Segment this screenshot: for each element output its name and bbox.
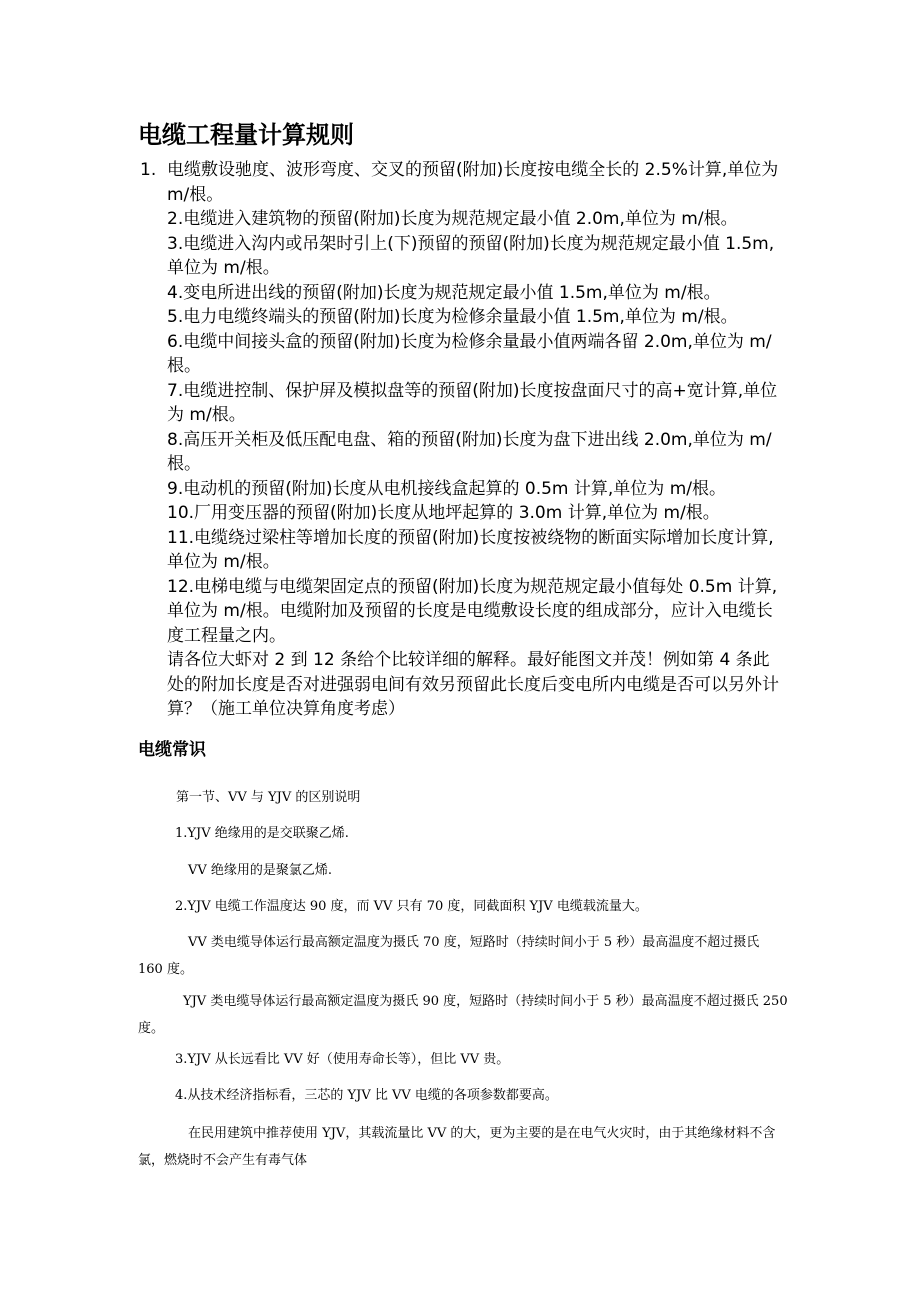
list-item: 10.厂用变压器的预留(附加)长度从地坪起算的 3.0m 计算,单位为 m/根。	[167, 503, 720, 523]
list-item: 5.电力电缆终端头的预留(附加)长度为检修余量最小值 1.5m,单位为 m/根。	[167, 307, 738, 327]
list-item: 9.电动机的预留(附加)长度从电机接线盒起算的 0.5m 计算,单位为 m/根。	[167, 478, 726, 499]
subsection-heading: 第一节、VV 与 YJV 的区别说明	[176, 790, 361, 805]
section-title: 电缆常识	[138, 740, 206, 760]
paragraph: 2.YJV 电缆工作温度达 90 度，而 VV 只有 70 度，同截面积 YJV 电缆载流量大。	[175, 899, 648, 914]
list-item: 4.变电所进出线的预留(附加)长度为规范规定最小值 1.5m,单位为 m/根。	[167, 282, 721, 303]
list-item: 2.电缆进入建筑物的预留(附加)长度为规范规定最小值 2.0m,单位为 m/根。	[167, 209, 738, 229]
list-item-text: 电缆敷设驰度、波形弯度、交叉的预留(附加)长度按电缆全长的 2.5%计算,单位为 m/根。	[167, 160, 779, 205]
list-item: 8.高压开关柜及低压配电盘、箱的预留(附加)长度为盘下进出线 2.0m,单位为 m/根。	[167, 429, 772, 474]
paragraph: VV 绝缘用的是聚氯乙烯.	[188, 863, 333, 878]
paragraph: 在民用建筑中推荐使用 YJV，其载流量比 VV 的大，更为主要的是在电气火灾时，由于其绝缘材料不含氯，燃烧时不会产生有毒气体	[138, 1126, 776, 1168]
paragraph: VV 类电缆导体运行最高额定温度为摄氏 70 度，短路时（持续时间小于 5 秒）最高温度不超过摄氏 160 度。	[138, 935, 760, 977]
paragraph: 3.YJV 从长远看比 VV 好（使用寿命长等），但比 VV 贵。	[175, 1052, 510, 1067]
list-item: 3.电缆进入沟内或吊架时引上(下)预留的预留(附加)长度为规范规定最小值 1.5m,单位为 m/根。	[167, 233, 775, 278]
paragraph: YJV 类电缆导体运行最高额定温度为摄氏 90 度，短路时（持续时间小于 5 秒）最高温度不超过摄氏 250 度。	[138, 994, 788, 1036]
list-item: 11.电缆绕过梁柱等增加长度的预留(附加)长度按被绕物的断面实际增加长度计算,单位为 m/根。	[167, 527, 774, 572]
question-paragraph: 请各位大虾对 2 到 12 条给个比较详细的解释。最好能图文并茂！例如第 4 条此处的附加长度是否对进强弱电间有效另预留此长度后变电所内电缆是否可以另外计算？（施工单位决算角度考虑）	[167, 650, 779, 719]
rules-list	[140, 158, 786, 722]
list-item: 6.电缆中间接头盒的预留(附加)长度为检修余量最小值两端各留 2.0m,单位为 m/根。	[167, 331, 772, 376]
paragraph: 4.从技术经济指标看，三芯的 YJV 比 VV 电缆的各项参数都要高。	[175, 1088, 558, 1103]
document-title: 电缆工程量计算规则	[138, 121, 354, 149]
paragraph: 1.YJV 绝缘用的是交联聚乙烯.	[175, 826, 349, 841]
list-item-number: 1.	[140, 160, 157, 180]
list-item: 12.电梯电缆与电缆架固定点的预留(附加)长度为规范规定最小值每处 0.5m 计算,单位为 m/根。电缆附加及预留的长度是电缆敷设长度的组成部分，应计入电缆长度工程量之内。	[167, 576, 778, 646]
list-item: 7.电缆进控制、保护屏及模拟盘等的预留(附加)长度按盘面尺寸的高+宽计算,单位为 m/根。	[167, 380, 778, 425]
list-item	[140, 158, 786, 207]
